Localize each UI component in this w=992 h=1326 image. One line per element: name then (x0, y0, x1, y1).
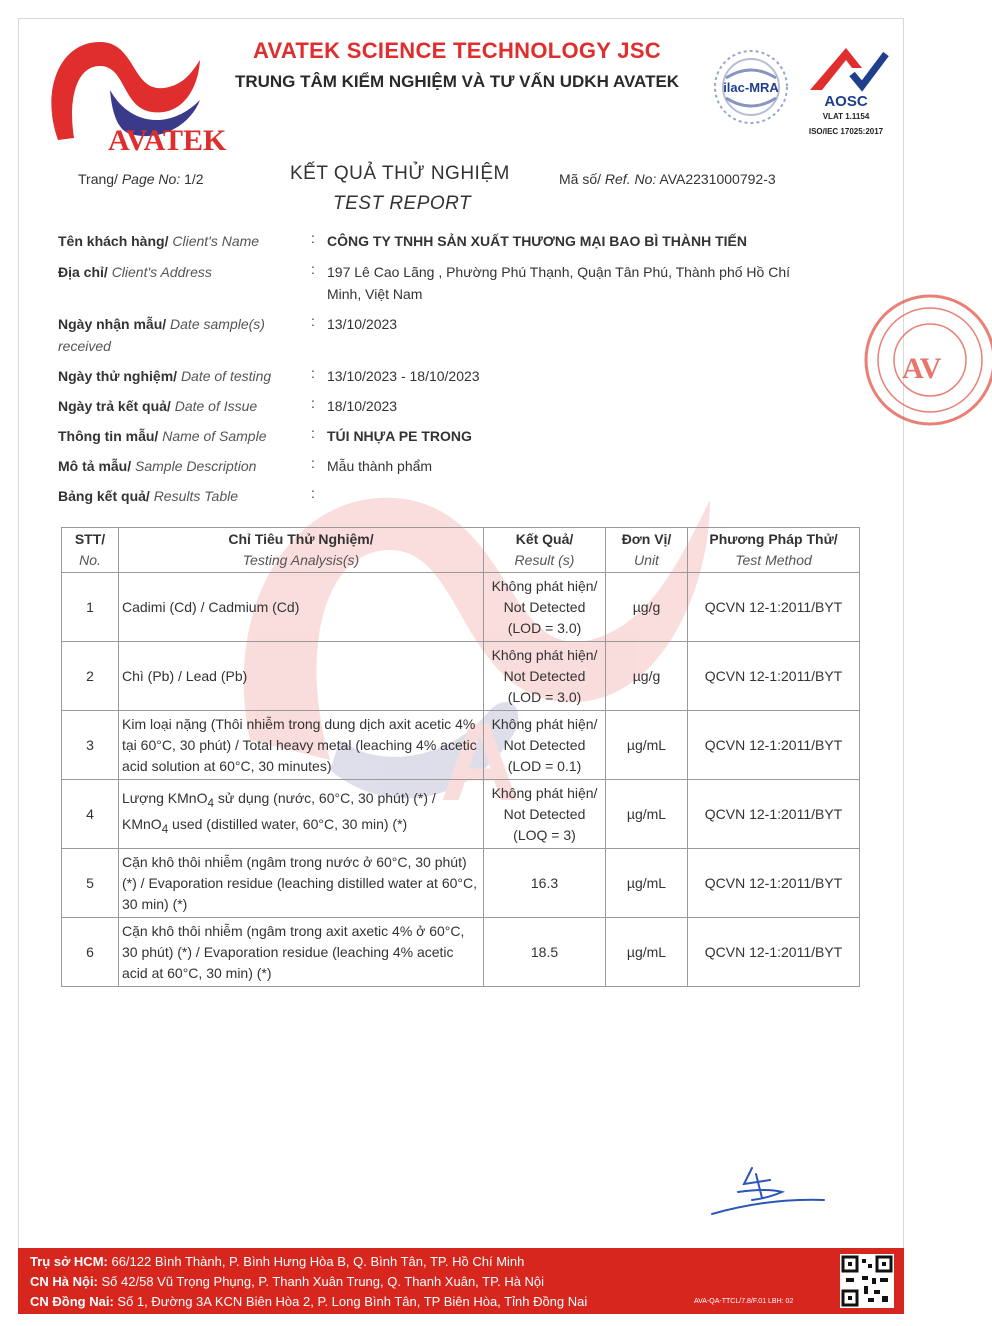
table-row: 1 Cadimi (Cd) / Cadmium (Cd) Không phát hiện/ Not Detected (LOD = 3.0) µg/g QCVN 12-1:2011/BYT (62, 573, 860, 642)
svg-text:A: A (440, 701, 520, 824)
signature-icon (708, 1158, 828, 1218)
avatek-logo-icon (40, 30, 227, 158)
aosc-vlat: VLAT 1.1154 (822, 112, 870, 121)
company-block (222, 38, 692, 92)
table-header-row (62, 528, 860, 573)
header-result: Kết Quả/ Result (s) (484, 528, 606, 573)
header-method: Phương Pháp Thử/ Test Method (688, 528, 860, 573)
company-subtitle: TRUNG TÂM KIỂM NGHIỆM VÀ TƯ VẤN UDKH AVATEK (234, 72, 680, 91)
header-no: STT/ No. (62, 528, 119, 573)
svg-text:ilac-MRA: ilac-MRA (723, 80, 779, 95)
aosc-accreditation (800, 44, 892, 140)
footer-dongnai: CN Đồng Nai: Số 1, Đường 3A KCN Biên Hòa 2, P. Long Bình Tân, TP Biên Hòa, Tỉnh Đồng Nai (30, 1294, 588, 1309)
table-row: 2 Chì (Pb) / Lead (Pb) Không phát hiện/ Not Detected (LOD = 3.0) µg/g QCVN 12-1:2011/BYT (62, 642, 860, 711)
form-code: AVA-QA-TTCL/7.8/F.01 LBH: 02 (694, 1298, 794, 1305)
aosc-iso: ISO/IEC 17025:2017 (808, 127, 884, 136)
qr-code-icon (840, 1254, 894, 1308)
results-table (61, 527, 860, 987)
company-stamp-icon (862, 280, 992, 440)
footer-hanoi: CN Hà Nội: Số 42/58 Vũ Trọng Phụng, P. Thanh Xuân Trung, Q. Thanh Xuân, TP. Hà Nội (30, 1274, 545, 1289)
report-title-en: TEST REPORT (333, 193, 472, 214)
reference-number: Mã số/ Ref. No: AVA2231000792-3 (559, 171, 776, 187)
table-row: 4 Lượng KMnO$_4$ sử dụng (nước, 60°C, 30 phút) (*) / KMnO$_4$ used (distilled water, 60°C, 30 min) (*) Không phát hiện/ Not Detected (LOQ = 3) µg/mL QCVN 12-1:2011/BYT (62, 780, 860, 849)
ilac-mra-logo-icon (712, 48, 790, 126)
report-title-vi: KẾT QUẢ THỬ NGHIỆM (290, 163, 510, 184)
footer (18, 1248, 904, 1314)
table-row: 6 Cặn khô thôi nhiễm (ngâm trong axit axetic 4% ở 60°C, 30 phút) (*) / Evaporation residue (leaching 4% acetic acid at 60°C, 30 min) (*) 18.5 µg/mL QCVN 12-1:2011/BYT (62, 918, 860, 987)
table-row: 3 Kim loại nặng (Thôi nhiễm trong dung dịch axit acetic 4% tại 60°C, 30 phút) / Total heavy metal (leaching 4% acetic acid solution at 60°C, 30 minutes) Không phát hiện/ Not Detected (LOD = 0.1) µg/mL QCVN 12-1:2011/BYT (62, 711, 860, 780)
aosc-mark-icon (800, 44, 892, 92)
svg-text:AV: AV (902, 352, 942, 385)
footer-hcm: Trụ sở HCM: 66/122 Bình Thành, P. Bình Hưng Hòa B, Q. Bình Tân, TP. Hồ Chí Minh (30, 1254, 525, 1269)
page-number: Trang/ Page No: 1/2 (78, 171, 204, 187)
company-name: AVATEK SCIENCE TECHNOLOGY JSC (252, 38, 661, 63)
aosc-name: AOSC (824, 93, 868, 110)
header-analysis: Chỉ Tiêu Thử Nghiệm/ Testing Analysis(s) (119, 528, 484, 573)
header-unit: Đơn Vị/ Unit (606, 528, 688, 573)
table-row: 5 Cặn khô thôi nhiễm (ngâm trong nước ở 60°C, 30 phút) (*) / Evaporation residue (leaching distilled water at 60°C, 30 min) (*) 16.3 µg/mL QCVN 12-1:2011/BYT (62, 849, 860, 918)
svg-text:AVATEK: AVATEK (108, 124, 227, 157)
